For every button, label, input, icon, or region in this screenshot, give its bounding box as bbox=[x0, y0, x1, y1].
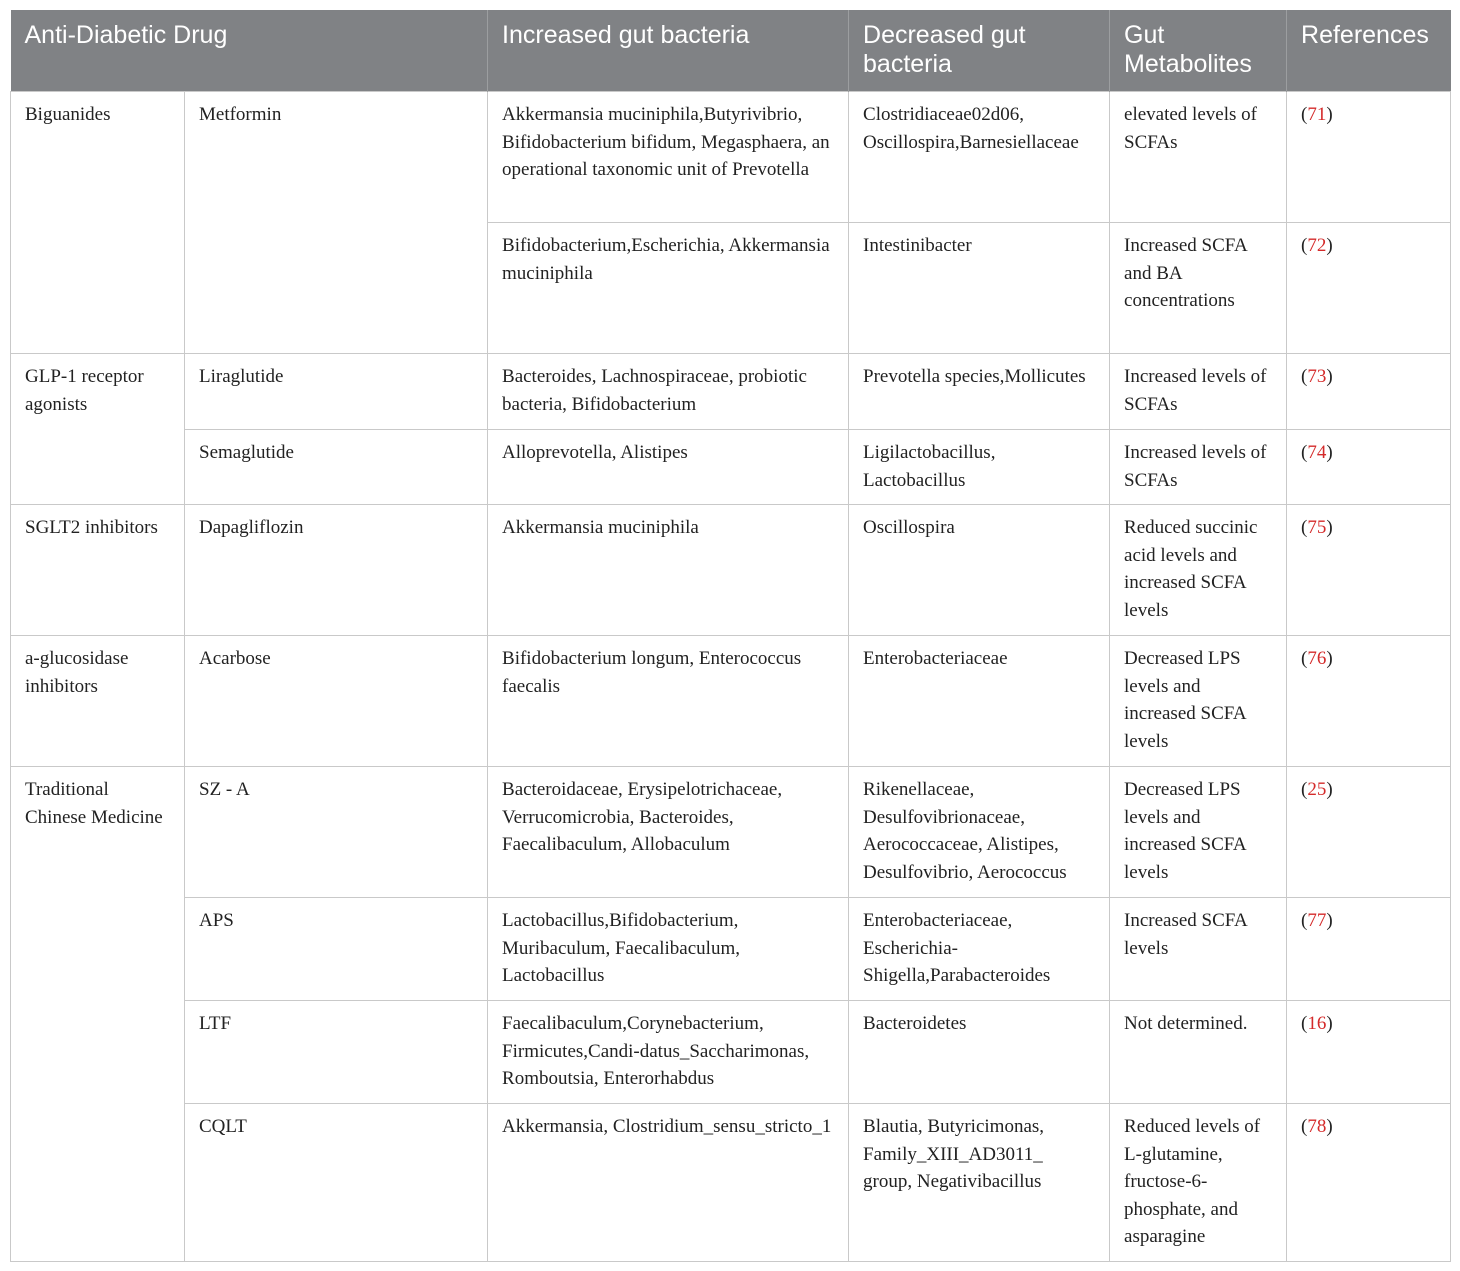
table-row bbox=[11, 505, 1451, 636]
metabolites-cell: Increased SCFA levels bbox=[1110, 898, 1287, 1001]
reference-cell: (16) bbox=[1287, 1001, 1451, 1104]
reference-cell: (71) bbox=[1287, 92, 1451, 223]
reference-link[interactable]: 75 bbox=[1307, 517, 1327, 538]
metabolites-cell: Increased SCFA and BA concentrations bbox=[1110, 223, 1287, 354]
drug-name-cell: LTF bbox=[185, 1001, 488, 1104]
decreased-bacteria-cell: Ligilactobacillus, Lactobacillus bbox=[849, 430, 1110, 505]
header-references: References bbox=[1287, 10, 1451, 92]
header-row bbox=[11, 10, 1451, 92]
decreased-bacteria-cell: Enterobacteriaceae, Escherichia-Shigella,Parabacteroides bbox=[849, 898, 1110, 1001]
table-row bbox=[11, 1001, 1451, 1104]
drug-class-cell: Biguanides bbox=[11, 92, 185, 354]
reference-link[interactable]: 78 bbox=[1307, 1116, 1327, 1137]
reference-cell: (73) bbox=[1287, 354, 1451, 430]
drug-name-cell: Metformin bbox=[185, 92, 488, 354]
decreased-bacteria-cell: Oscillospira bbox=[849, 505, 1110, 636]
reference-link[interactable]: 77 bbox=[1307, 910, 1327, 931]
drug-class-cell: a-glucosidase inhibitors bbox=[11, 636, 185, 767]
drug-class-cell: GLP-1 receptor agonists bbox=[11, 354, 185, 505]
metabolites-cell: Reduced levels of L-glutamine, fructose-6-phosphate, and asparagine bbox=[1110, 1104, 1287, 1262]
table-row bbox=[11, 92, 1451, 223]
metabolites-cell: Reduced succinic acid levels and increased SCFA levels bbox=[1110, 505, 1287, 636]
header-gut-metabolites: Gut Metabolites bbox=[1110, 10, 1287, 92]
drug-name-cell: Dapagliflozin bbox=[185, 505, 488, 636]
reference-link[interactable]: 76 bbox=[1307, 648, 1327, 669]
drug-name-cell: Acarbose bbox=[185, 636, 488, 767]
increased-bacteria-cell: Lactobacillus,Bifidobacterium, Muribaculum, Faecalibaculum, Lactobacillus bbox=[488, 898, 849, 1001]
header-increased-gut-bacteria: Increased gut bacteria bbox=[488, 10, 849, 92]
increased-bacteria-cell: Bifidobacterium,Escherichia, Akkermansia muciniphila bbox=[488, 223, 849, 354]
increased-bacteria-cell: Akkermansia muciniphila bbox=[488, 505, 849, 636]
increased-bacteria-cell: Bifidobacterium longum, Enterococcus faecalis bbox=[488, 636, 849, 767]
increased-bacteria-cell: Bacteroides, Lachnospiraceae, probiotic bacteria, Bifidobacterium bbox=[488, 354, 849, 430]
decreased-bacteria-cell: Rikenellaceae, Desulfovibrionaceae, Aerococcaceae, Alistipes, Desulfovibrio, Aerococcus bbox=[849, 767, 1110, 898]
metabolites-cell: Increased levels of SCFAs bbox=[1110, 430, 1287, 505]
metabolites-cell: elevated levels of SCFAs bbox=[1110, 92, 1287, 223]
table-row bbox=[11, 1104, 1451, 1262]
reference-cell: (75) bbox=[1287, 505, 1451, 636]
increased-bacteria-cell: Faecalibaculum,Corynebacterium, Firmicutes,Candi-datus_Saccharimonas, Romboutsia, Enterorhabdus bbox=[488, 1001, 849, 1104]
increased-bacteria-cell: Akkermansia muciniphila,Butyrivibrio, Bifidobacterium bifidum, Megasphaera, an operational taxonomic unit of Prevotella bbox=[488, 92, 849, 223]
metabolites-cell: Decreased LPS levels and increased SCFA levels bbox=[1110, 636, 1287, 767]
reference-cell: (74) bbox=[1287, 430, 1451, 505]
drug-class-cell: SGLT2 inhibitors bbox=[11, 505, 185, 636]
decreased-bacteria-cell: Clostridiaceae02d06, Oscillospira,Barnesiellaceae bbox=[849, 92, 1110, 223]
reference-link[interactable]: 16 bbox=[1307, 1013, 1327, 1034]
reference-cell: (72) bbox=[1287, 223, 1451, 354]
table-row bbox=[11, 354, 1451, 430]
reference-link[interactable]: 73 bbox=[1307, 366, 1327, 387]
drug-name-cell: Semaglutide bbox=[185, 430, 488, 505]
reference-cell: (25) bbox=[1287, 767, 1451, 898]
reference-link[interactable]: 25 bbox=[1307, 779, 1327, 800]
drug-name-cell: CQLT bbox=[185, 1104, 488, 1262]
metabolites-cell: Decreased LPS levels and increased SCFA levels bbox=[1110, 767, 1287, 898]
header-anti-diabetic-drug: Anti-Diabetic Drug bbox=[11, 10, 488, 92]
table-row bbox=[11, 430, 1451, 505]
decreased-bacteria-cell: Bacteroidetes bbox=[849, 1001, 1110, 1104]
reference-cell: (77) bbox=[1287, 898, 1451, 1001]
increased-bacteria-cell: Bacteroidaceae, Erysipelotrichaceae, Verrucomicrobia, Bacteroides, Faecalibaculum, Allobaculum bbox=[488, 767, 849, 898]
table-row bbox=[11, 898, 1451, 1001]
reference-link[interactable]: 71 bbox=[1307, 104, 1327, 125]
metabolites-cell: Increased levels of SCFAs bbox=[1110, 354, 1287, 430]
increased-bacteria-cell: Akkermansia, Clostridium_sensu_stricto_1 bbox=[488, 1104, 849, 1262]
reference-cell: (76) bbox=[1287, 636, 1451, 767]
drug-class-cell: Traditional Chinese Medicine bbox=[11, 767, 185, 1262]
metabolites-cell: Not determined. bbox=[1110, 1001, 1287, 1104]
reference-cell: (78) bbox=[1287, 1104, 1451, 1262]
drug-microbiota-table bbox=[10, 10, 1451, 1262]
table-body bbox=[11, 92, 1451, 1262]
drug-name-cell: SZ - A bbox=[185, 767, 488, 898]
drug-name-cell: APS bbox=[185, 898, 488, 1001]
decreased-bacteria-cell: Blautia, Butyricimonas, Family_XIII_AD3011_ group, Negativibacillus bbox=[849, 1104, 1110, 1262]
drug-name-cell: Liraglutide bbox=[185, 354, 488, 430]
decreased-bacteria-cell: Intestinibacter bbox=[849, 223, 1110, 354]
increased-bacteria-cell: Alloprevotella, Alistipes bbox=[488, 430, 849, 505]
decreased-bacteria-cell: Prevotella species,Mollicutes bbox=[849, 354, 1110, 430]
table-row bbox=[11, 767, 1451, 898]
reference-link[interactable]: 74 bbox=[1307, 442, 1327, 463]
header-decreased-gut-bacteria: Decreased gut bacteria bbox=[849, 10, 1110, 92]
table-row bbox=[11, 636, 1451, 767]
reference-link[interactable]: 72 bbox=[1307, 235, 1327, 256]
decreased-bacteria-cell: Enterobacteriaceae bbox=[849, 636, 1110, 767]
